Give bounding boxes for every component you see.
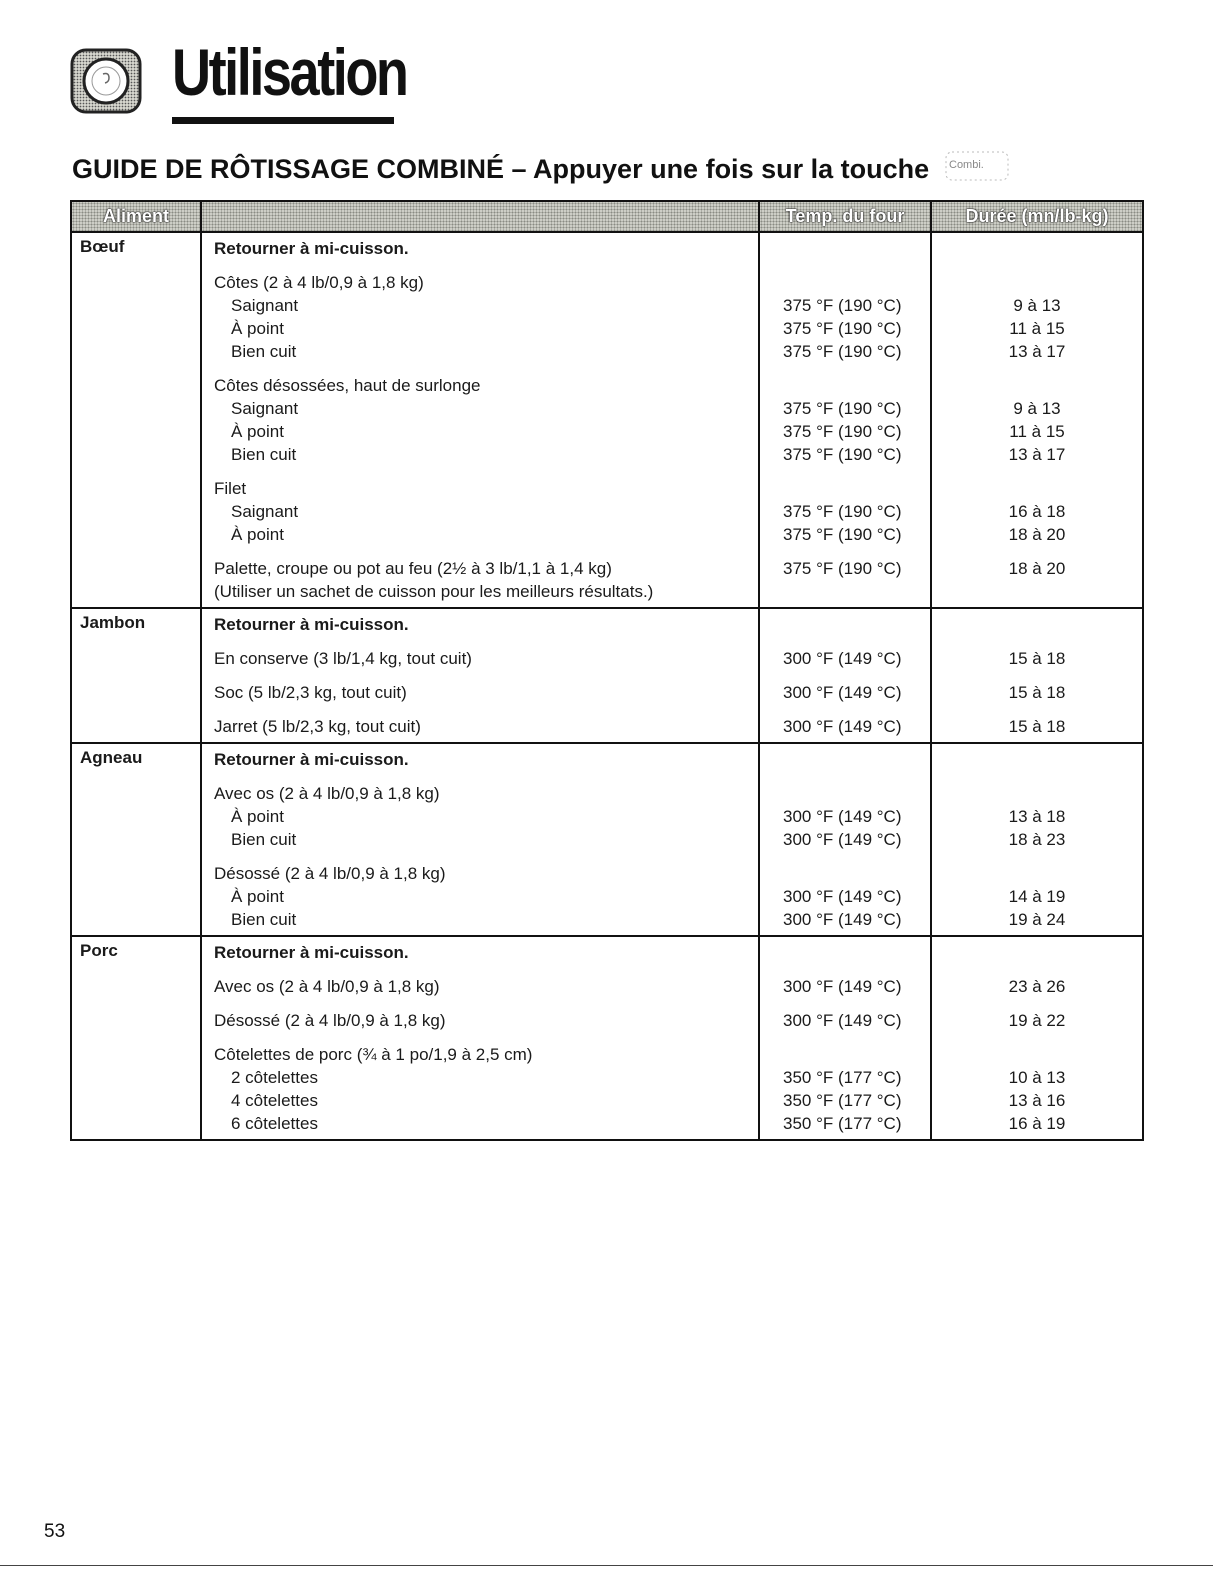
- temp-value: 375 °F (190 °C): [783, 445, 902, 464]
- temp-value: 375 °F (190 °C): [783, 342, 902, 361]
- item-label: Côtes désossées, haut de surlonge: [214, 376, 481, 395]
- temp-value: 375 °F (190 °C): [783, 525, 902, 544]
- section-heading: GUIDE DE RÔTISSAGE COMBINÉ – Appuyer une fois sur la touche: [72, 154, 930, 184]
- sub-label: Saignant: [231, 399, 299, 418]
- time-value: 13 à 17: [1008, 342, 1066, 361]
- bottom-divider: [0, 1565, 1213, 1566]
- time-value: 11 à 15: [1009, 422, 1065, 441]
- temp-value: 375 °F (190 °C): [783, 502, 902, 521]
- time-value: 16 à 18: [1008, 502, 1066, 521]
- table-row-jambon: [71, 608, 1143, 743]
- temp-value: 300 °F (149 °C): [783, 830, 902, 849]
- temp-value: 300 °F (149 °C): [783, 717, 902, 736]
- food-name: Bœuf: [71, 232, 201, 608]
- sub-label: À point: [231, 319, 284, 338]
- temp-value: 375 °F (190 °C): [783, 422, 902, 441]
- time-value: 11 à 15: [1009, 319, 1065, 338]
- temp-cell: [759, 936, 931, 1140]
- description-cell: [201, 232, 759, 608]
- sub-label: Bien cuit: [231, 342, 297, 361]
- temp-value: 350 °F (177 °C): [783, 1068, 902, 1087]
- page-title: Utilisation: [172, 35, 407, 109]
- table-row-agneau: [71, 743, 1143, 936]
- time-value: 19 à 24: [1008, 910, 1066, 929]
- item-label: Côtes (2 à 4 lb/0,9 à 1,8 kg): [214, 273, 424, 292]
- temp-value: 375 °F (190 °C): [783, 296, 902, 315]
- item-label: Avec os (2 à 4 lb/0,9 à 1,8 kg): [214, 784, 440, 803]
- time-value: 15 à 18: [1008, 683, 1066, 702]
- time-value: 18 à 20: [1008, 559, 1066, 578]
- time-value: 16 à 19: [1008, 1114, 1066, 1133]
- instruction: Retourner à mi-cuisson.: [214, 943, 409, 962]
- instruction: Retourner à mi-cuisson.: [214, 615, 409, 634]
- title-underline: [172, 117, 394, 124]
- food-name: Agneau: [71, 743, 201, 936]
- time-value: 13 à 18: [1008, 807, 1066, 826]
- sub-label: À point: [231, 525, 284, 544]
- sub-label: 2 côtelettes: [231, 1068, 318, 1087]
- time-cell: [931, 743, 1143, 936]
- sub-label: 4 côtelettes: [231, 1091, 318, 1110]
- temp-value: 300 °F (149 °C): [783, 649, 902, 668]
- temp-value: 375 °F (190 °C): [783, 559, 902, 578]
- combi-key-icon: [945, 148, 1009, 184]
- table-header-row: [71, 201, 1143, 232]
- temp-cell: [759, 608, 931, 743]
- time-value: 10 à 13: [1008, 1068, 1066, 1087]
- sub-label: Saignant: [231, 296, 299, 315]
- sub-label: Bien cuit: [231, 445, 297, 464]
- sub-label: À point: [231, 807, 284, 826]
- header-temp: Temp. du four: [759, 201, 931, 232]
- table-row-boeuf: [71, 232, 1143, 608]
- sub-label: Saignant: [231, 502, 299, 521]
- item-label: Avec os (2 à 4 lb/0,9 à 1,8 kg): [214, 977, 440, 996]
- table-row-porc: [71, 936, 1143, 1140]
- sub-label: À point: [231, 422, 284, 441]
- temp-value: 300 °F (149 °C): [783, 887, 902, 906]
- time-value: 15 à 18: [1008, 649, 1066, 668]
- header-description: [201, 201, 759, 232]
- time-cell: [931, 232, 1143, 608]
- time-value: 18 à 23: [1008, 830, 1066, 849]
- time-value: 9 à 13: [1013, 399, 1061, 418]
- item-note: (Utiliser un sachet de cuisson pour les meilleurs résultats.): [214, 582, 654, 601]
- sub-label: À point: [231, 887, 284, 906]
- header-aliment: Aliment: [71, 201, 201, 232]
- temp-value: 375 °F (190 °C): [783, 399, 902, 418]
- temp-value: 300 °F (149 °C): [783, 910, 902, 929]
- time-value: 13 à 17: [1008, 445, 1066, 464]
- temp-value: 300 °F (149 °C): [783, 977, 902, 996]
- time-value: 18 à 20: [1008, 525, 1066, 544]
- combi-key-label: Combi.: [949, 159, 984, 171]
- item-label: Jarret (5 lb/2,3 kg, tout cuit): [214, 717, 421, 736]
- item-label: Filet: [214, 479, 247, 498]
- time-value: 9 à 13: [1013, 296, 1061, 315]
- roasting-guide-table: [70, 200, 1144, 1141]
- description-cell: [201, 608, 759, 743]
- page-number: 53: [44, 1521, 66, 1542]
- temp-value: 300 °F (149 °C): [783, 1011, 902, 1030]
- temp-value: 375 °F (190 °C): [783, 319, 902, 338]
- time-value: 15 à 18: [1008, 717, 1066, 736]
- item-label: Côtelettes de porc (¾ à 1 po/1,9 à 2,5 cm): [214, 1045, 533, 1064]
- time-value: 13 à 16: [1008, 1091, 1066, 1110]
- sub-label: 6 côtelettes: [231, 1114, 318, 1133]
- instruction: Retourner à mi-cuisson.: [214, 239, 409, 258]
- item-label: En conserve (3 lb/1,4 kg, tout cuit): [214, 649, 472, 668]
- time-cell: [931, 936, 1143, 1140]
- time-value: 23 à 26: [1008, 977, 1066, 996]
- time-value: 19 à 22: [1008, 1011, 1066, 1030]
- item-label: Palette, croupe ou pot au feu (2½ à 3 lb/1,1 à 1,4 kg): [214, 559, 612, 578]
- temp-cell: [759, 743, 931, 936]
- sub-label: Bien cuit: [231, 830, 297, 849]
- item-label: Désossé (2 à 4 lb/0,9 à 1,8 kg): [214, 1011, 446, 1030]
- item-label: Soc (5 lb/2,3 kg, tout cuit): [214, 683, 407, 702]
- food-name: Porc: [71, 936, 201, 1140]
- time-cell: [931, 608, 1143, 743]
- temp-cell: [759, 232, 931, 608]
- header-duree: Durée (mn/lb-kg): [931, 201, 1143, 232]
- instruction: Retourner à mi-cuisson.: [214, 750, 409, 769]
- temp-value: 300 °F (149 °C): [783, 807, 902, 826]
- oven-dial-icon: [70, 48, 142, 114]
- food-name: Jambon: [71, 608, 201, 743]
- temp-value: 300 °F (149 °C): [783, 683, 902, 702]
- description-cell: [201, 743, 759, 936]
- temp-value: 350 °F (177 °C): [783, 1091, 902, 1110]
- item-label: Désossé (2 à 4 lb/0,9 à 1,8 kg): [214, 864, 446, 883]
- temp-value: 350 °F (177 °C): [783, 1114, 902, 1133]
- description-cell: [201, 936, 759, 1140]
- time-value: 14 à 19: [1008, 887, 1066, 906]
- sub-label: Bien cuit: [231, 910, 297, 929]
